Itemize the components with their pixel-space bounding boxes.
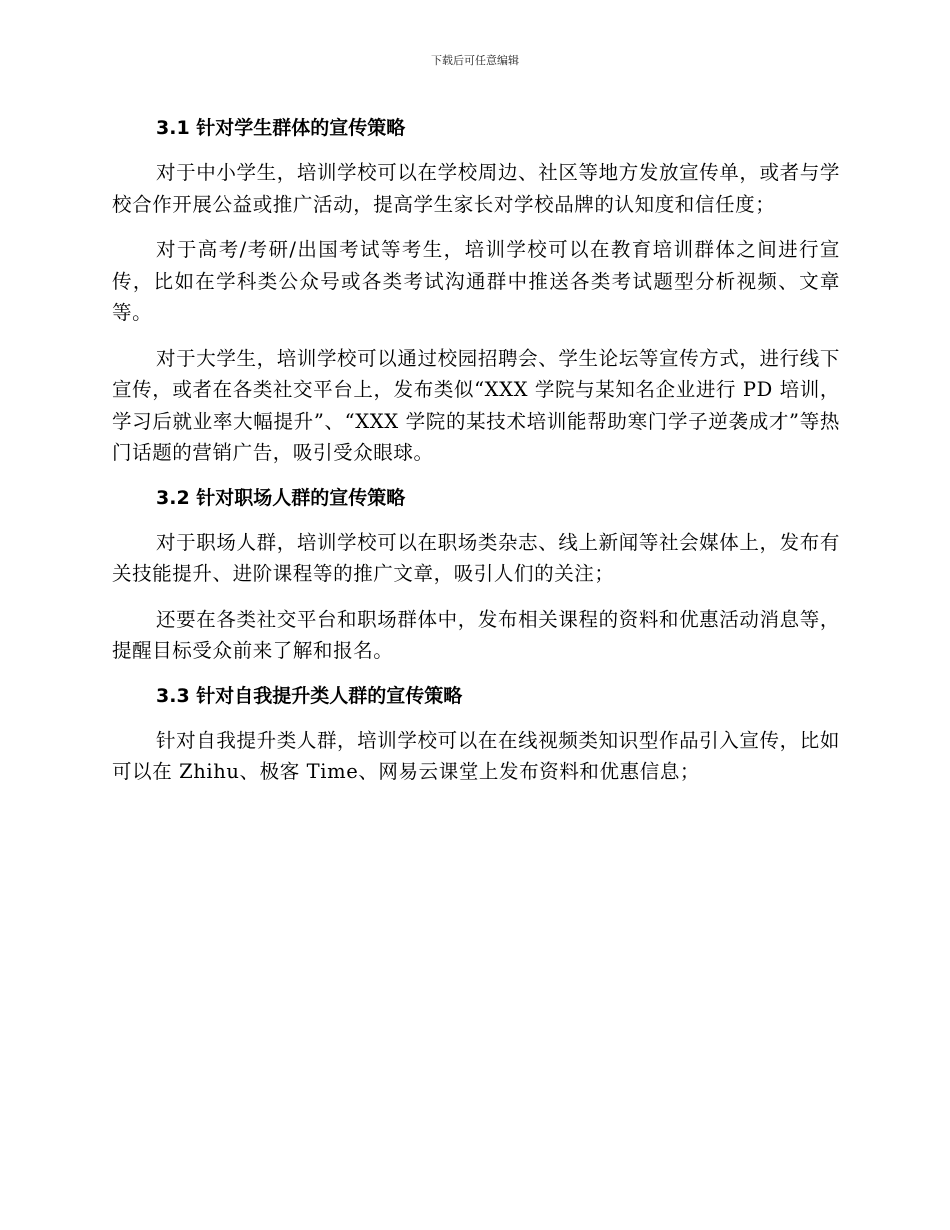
- paragraph: 对于大学生，培训学校可以通过校园招聘会、学生论坛等宣传方式，进行线下宣传，或者在各类社交平台上，发布类似“XXX 学院与某知名企业进行 PD 培训，学习后就业率大幅提升”、“XXX 学院的某技术培训能帮助寒门学子逆袭成才”等热门话题的营销广告，吸引受众眼球。: [112, 346, 840, 464]
- paragraph: 对于职场人群，培训学校可以在职场类杂志、线上新闻等社会媒体上，发布有关技能提升、进阶课程等的推广文章，吸引人们的关注；: [112, 530, 840, 585]
- paragraph: 针对自我提升类人群，培训学校可以在在线视频类知识型作品引入宣传，比如可以在 Zhihu、极客 Time、网易云课堂上发布资料和优惠信息；: [112, 728, 840, 783]
- document-body: [112, 113, 840, 802]
- section-heading-3-3: 3.3 针对自我提升类人群的宣传策略: [156, 684, 463, 707]
- paragraph: 对于高考/考研/出国考试等考生，培训学校可以在教育培训群体之间进行宣传，比如在学科类公众号或各类考试沟通群中推送各类考试题型分析视频、文章等。: [112, 238, 840, 324]
- section-heading-3-2: 3.2 针对职场人群的宣传策略: [156, 486, 406, 509]
- paragraph: 还要在各类社交平台和职场群体中，发布相关课程的资料和优惠活动消息等，提醒目标受众前来了解和报名。: [112, 607, 840, 662]
- section-heading-3-1: 3.1 针对学生群体的宣传策略: [156, 117, 406, 139]
- page-header: 下载后可任意编辑: [431, 54, 519, 67]
- paragraph: 对于中小学生，培训学校可以在学校周边、社区等地方发放宣传单，或者与学校合作开展公益或推广活动，提高学生家长对学校品牌的认知度和信任度；: [112, 161, 840, 216]
